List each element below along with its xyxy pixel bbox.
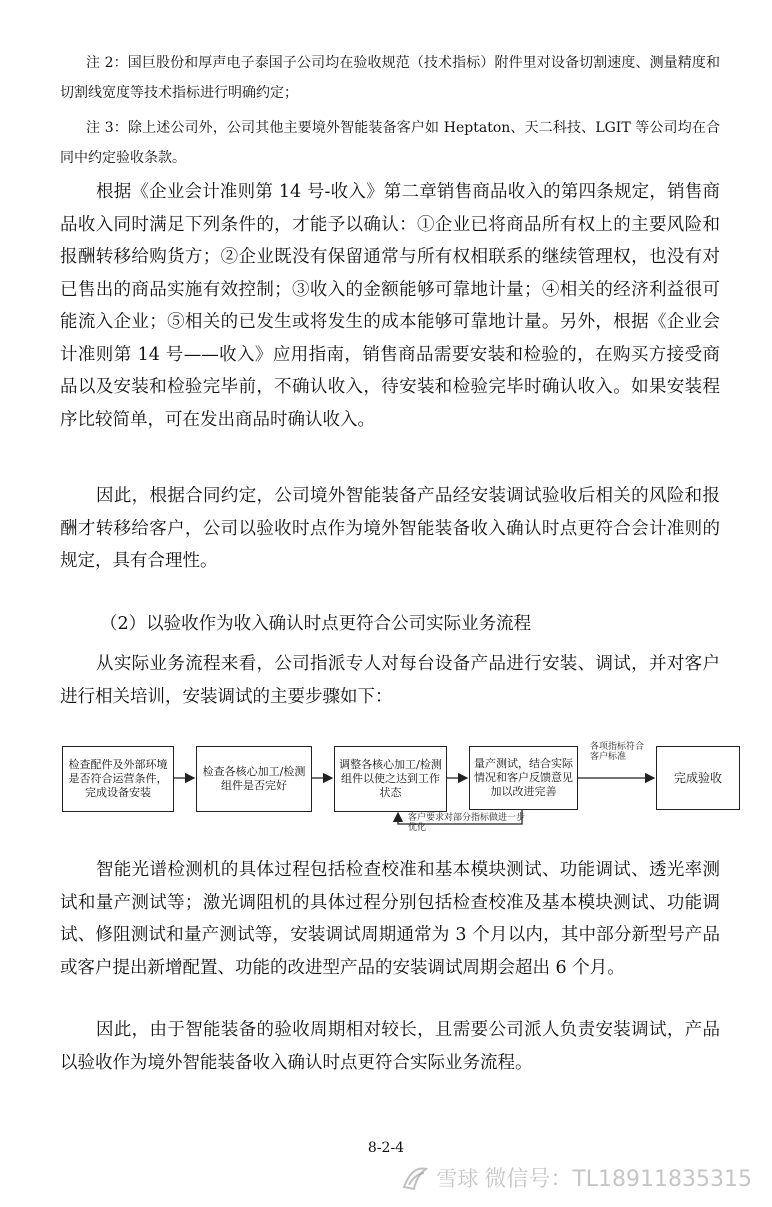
paragraph-accounting-standard: 根据《企业会计准则第 14 号-收入》第二章销售商品收入的第四条规定，销售商品收入同时满足下列条件的，才能予以确认：①企业已将商品所有权上的主要风险和报酬转移给购货方；②企业既没有保留通常与所有权相联系的继续管理权，也没有对已售出的商品实施有效控制；③收入的金额能够可靠地计量；④相关的经济利益很可能流入企业；⑤相关的已发生或将发生的成本能够可靠地计量。另外，根据《企业会计准则第 14 号——收入》应用指南，销售商品需要安装和检验的，在购买方接受商品以及安装和检验完毕前，不确认收入，待安装和检验完毕时确认收入。如果安装程序比较简单，可在发出商品时确认收入。 bbox=[60, 182, 720, 430]
snowball-logo-icon bbox=[400, 1163, 430, 1193]
section-heading: （2）以验收作为收入确认时点更符合公司实际业务流程 bbox=[100, 614, 532, 634]
final-arrow-label: 各项指标符合客户标准 bbox=[590, 742, 645, 762]
feedback-label: 客户要求对部分指标做进一步优化 bbox=[408, 813, 526, 833]
paragraph-conclusion-standard: 因此，根据合同约定，公司境外智能装备产品经安装调试验收后相关的风险和报酬才转移给客户，公司以验收时点作为境外智能装备收入确认时点更符合会计准则的规定，具有合理性。 bbox=[60, 486, 720, 571]
installation-flowchart bbox=[60, 738, 740, 838]
page-number: 8-2-4 bbox=[367, 1140, 405, 1156]
paragraph-testing-details: 智能光谱检测机的具体过程包括检查校准和基本模块测试、功能调试、透光率测试和量产测试等；激光调阻机的具体过程分别包括检查校准及基本模块测试、功能调试、修阻测试和量产测试等，安装调试周期通常为 3 个月以内，其中部分新型号产品或客户提出新增配置、功能的改进型产品的安装调试周期会超出 6 个月。 bbox=[60, 860, 720, 978]
watermark-brand: 雪球 bbox=[436, 1166, 479, 1191]
paragraph-business-process: 从实际业务流程来看，公司指派专人对每台设备产品进行安装、调试，并对客户进行相关培训，安装调试的主要步骤如下： bbox=[60, 654, 720, 707]
flow-step-1: 检查配件及外部环境是否符合运营条件，完成设备安装 bbox=[62, 746, 174, 812]
flow-step-4: 量产测试，结合实际情况和客户反馈意见加以改进完善 bbox=[469, 746, 578, 810]
watermark-text: 微信号：TL18911835315 bbox=[484, 1167, 752, 1192]
paragraph-final-conclusion: 因此，由于智能装备的验收周期相对较长，且需要公司派人负责安装调试，产品以验收作为境外智能装备收入确认时点更符合实际业务流程。 bbox=[60, 1020, 720, 1073]
watermark bbox=[400, 1162, 752, 1193]
flow-step-3: 调整各核心加工/检测组件以使之达到工作状态 bbox=[334, 746, 447, 812]
note-3: 注 3：除上述公司外，公司其他主要境外智能装备客户如 Heptaton、天二科技、LGIT 等公司均在合同中约定验收条款。 bbox=[60, 120, 720, 166]
note-2: 注 2：国巨股份和厚声电子泰国子公司均在验收规范（技术指标）附件里对设备切割速度、测量精度和切割线宽度等技术指标进行明确约定； bbox=[60, 55, 720, 101]
flow-step-2: 检查各核心加工/检测组件是否完好 bbox=[196, 746, 312, 812]
flow-step-5: 完成验收 bbox=[656, 746, 740, 810]
